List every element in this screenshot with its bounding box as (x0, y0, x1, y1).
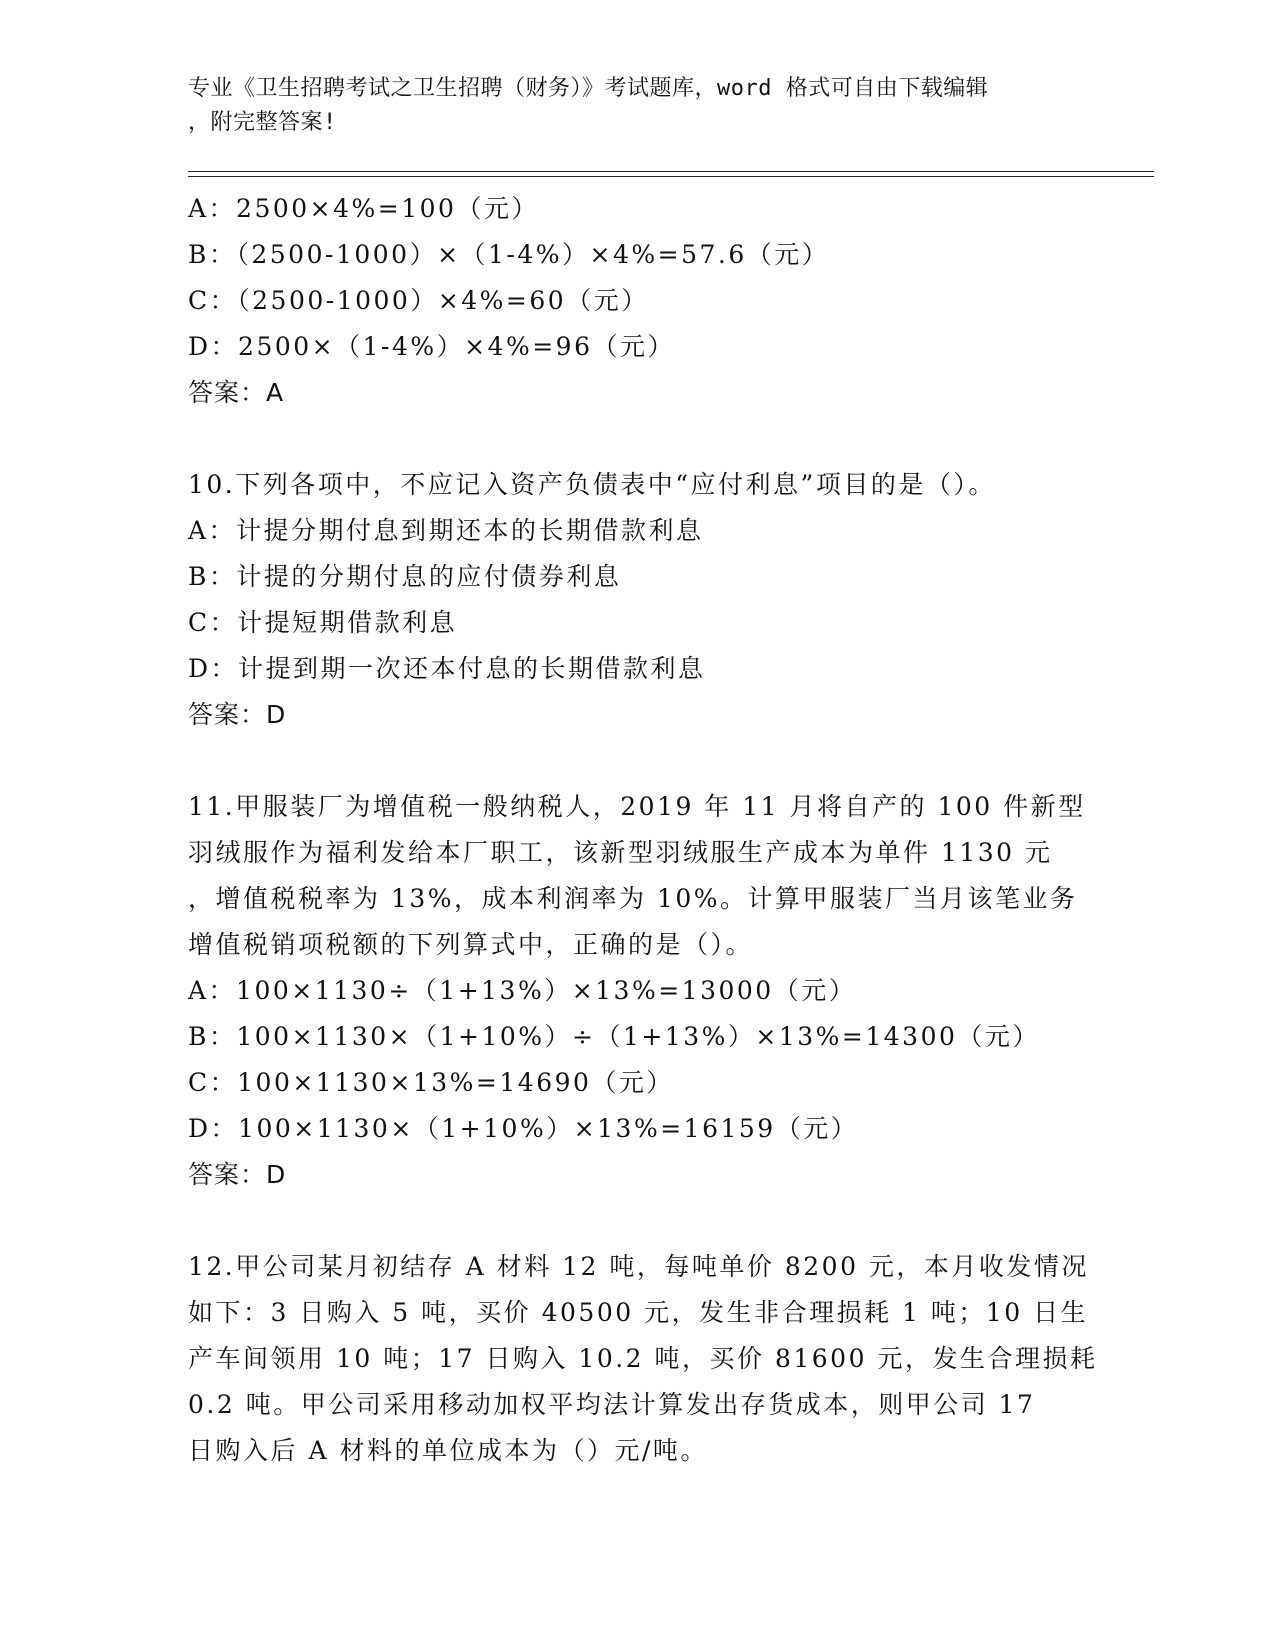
question-stem-line: 产车间领用 10 吨；17 日购入 10.2 吨，买价 81600 元，发生合理损耗 (188, 1344, 1098, 1373)
question-stem-line: 12.甲公司某月初结存 A 材料 12 吨，每吨单价 8200 元，本月收发情况 (188, 1252, 1089, 1281)
question-11 (188, 784, 1088, 1198)
option-a: A：2500×4%=100（元） (188, 194, 539, 223)
previous-question (188, 186, 1088, 416)
question-10 (188, 462, 1088, 738)
header-title-line-1: 专业《卫生招聘考试之卫生招聘（财务）》考试题库，word 格式可自由下载编辑 (188, 76, 989, 101)
question-12 (188, 1244, 1098, 1474)
header-rule-top (188, 171, 1154, 172)
question-stem: 10.下列各项中，不应记入资产负债表中“应付利息”项目的是（）。 (188, 470, 996, 499)
answer-line: 答案：A (188, 378, 285, 407)
option-d: D：100×1130×（1+10%）×13%=16159（元） (188, 1114, 859, 1143)
question-stem-line: 11.甲服装厂为增值税一般纳税人，2019 年 11 月将自产的 100 件新型 (188, 792, 1086, 821)
option-a: A：计提分期付息到期还本的长期借款利息 (188, 516, 704, 545)
option-d: D：计提到期一次还本付息的长期借款利息 (188, 654, 706, 683)
spacer (188, 416, 1088, 462)
spacer (188, 1198, 1088, 1244)
question-stem-line: ，增值税税率为 13%，成本利润率为 10%。计算甲服装厂当月该笔业务 (188, 884, 1078, 913)
option-a: A：100×1130÷（1+13%）×13%=13000（元） (188, 976, 857, 1005)
header-title-line-2: ，附完整答案! (188, 110, 337, 135)
answer-line: 答案：D (188, 1160, 287, 1189)
option-b: B：计提的分期付息的应付债券利息 (188, 562, 622, 591)
header-rule-bottom (188, 176, 1154, 177)
question-stem-line: 如下：3 日购入 5 吨，买价 40500 元，发生非合理损耗 1 吨；10 日生 (188, 1298, 1089, 1327)
answer-line: 答案：D (188, 700, 287, 729)
option-c: C：（2500-1000）×4%=60（元） (188, 286, 649, 315)
option-c: C：100×1130×13%=14690（元） (188, 1068, 674, 1097)
spacer (188, 738, 1088, 784)
question-stem-line: 增值税销项税额的下列算式中，正确的是（）。 (188, 930, 754, 959)
option-d: D：2500×（1-4%）×4%=96（元） (188, 332, 675, 361)
option-b: B：（2500-1000）×（1-4%）×4%=57.6（元） (188, 240, 830, 269)
option-c: C：计提短期借款利息 (188, 608, 458, 637)
option-b: B：100×1130×（1+10%）÷（1+13%）×13%=14300（元） (188, 1022, 1040, 1051)
question-stem-line: 羽绒服作为福利发给本厂职工，该新型羽绒服生产成本为单件 1130 元 (188, 838, 1053, 867)
page-header (188, 72, 1068, 140)
question-stem-line: 日购入后 A 材料的单位成本为（）元/吨。 (188, 1436, 708, 1465)
question-content (188, 186, 1098, 1474)
question-stem-line: 0.2 吨。甲公司采用移动加权平均法计算发出存货成本，则甲公司 17 (188, 1390, 1036, 1419)
